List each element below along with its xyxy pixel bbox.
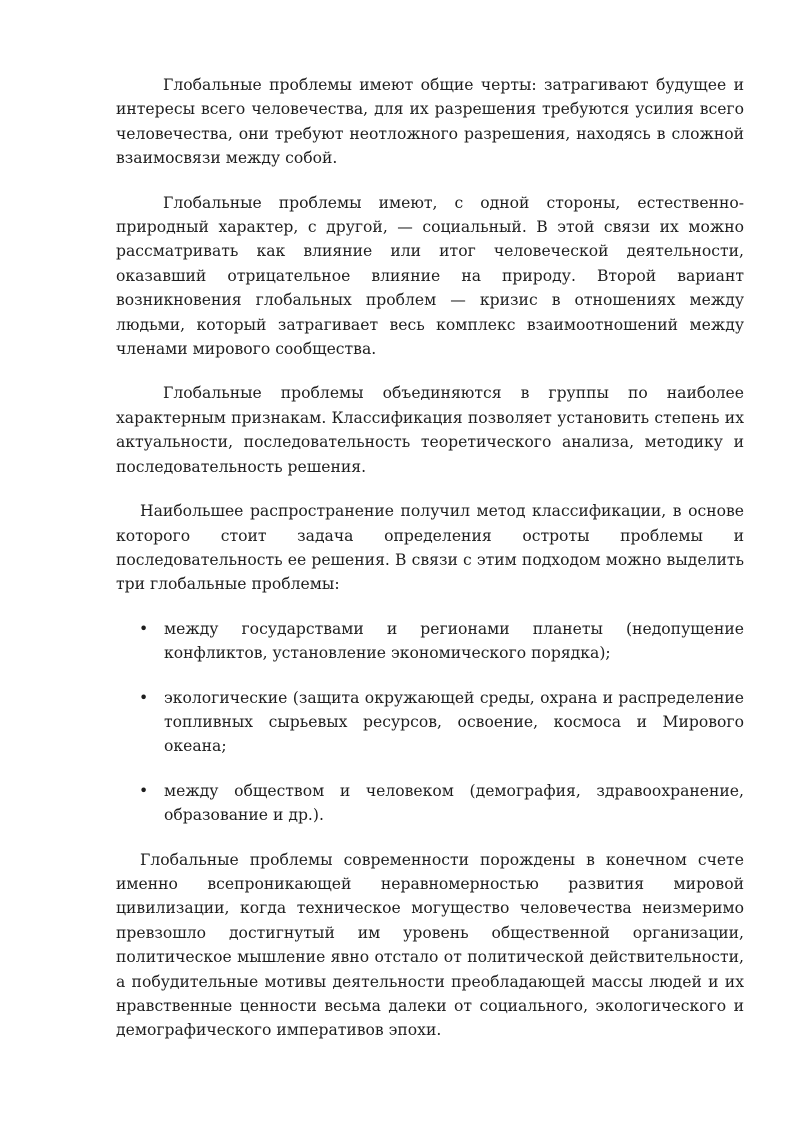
paragraph-classification-method: Наибольшее распространение получил метод классификации, в основе которого стоит задача определения остроты проблемы и последовательность ее решения. В связи с этим подходом можно выделить три глобальные проблемы:: [116, 502, 744, 594]
list-item: [116, 617, 744, 666]
list-item-text: между государствами и регионами планеты (недопущение конфликтов, установление экономического порядка);: [164, 619, 744, 663]
bullet-icon: •: [139, 688, 149, 707]
list-item-text: между обществом и человеком (демография, здравоохранение, образование и др.).: [164, 781, 744, 825]
paragraph-common-features: Глобальные проблемы имеют общие черты: затрагивают будущее и интересы всего человечества, для их разрешения требуются усилия всего человечества, они требуют неотложного разрешения, находясь в сложной взаимосвязи между собой.: [116, 76, 744, 168]
bullet-icon: •: [139, 781, 149, 800]
list-item: [116, 779, 744, 828]
paragraph-nature-of-problems: Глобальные проблемы имеют, с одной стороны, естественно-природный характер, с другой, — социальный. В этой связи их можно рассматривать как влияние или итог человеческой деятельности, оказавший отрицательное влияние на природу. Второй вариант возникновения глобальных проблем — кризис в отношениях между людьми, который затрагивает весь комплекс взаимоотношений между членами мирового сообщества.: [116, 193, 744, 359]
document-page: [116, 73, 744, 1063]
paragraph-grouping: Глобальные проблемы объединяются в группы по наиболее характерным признакам. Классификация позволяет установить степень их актуальности, последовательность теоретического анализа, методику и последовательность решения.: [116, 384, 744, 476]
list-item-text: экологические (защита окружающей среды, охрана и распределение топливных сырьевых ресурсов, освоение, космоса и Мирового океана;: [164, 688, 744, 756]
list-item: [116, 686, 744, 759]
paragraph-conclusion: Глобальные проблемы современности порождены в конечном счете именно всепроникающей неравномерностью развития мировой цивилизации, когда техническое могущество человечества неизмеримо превзошло достигнутый им уровень общественной организации, политическое мышление явно отстало от политической действительности, а побудительные мотивы деятельности преобладающей массы людей и их нравственные ценности весьма далеки от социального, экологического и демографического императивов эпохи.: [116, 850, 744, 1040]
bullet-list: [116, 617, 744, 828]
bullet-icon: •: [139, 619, 149, 638]
